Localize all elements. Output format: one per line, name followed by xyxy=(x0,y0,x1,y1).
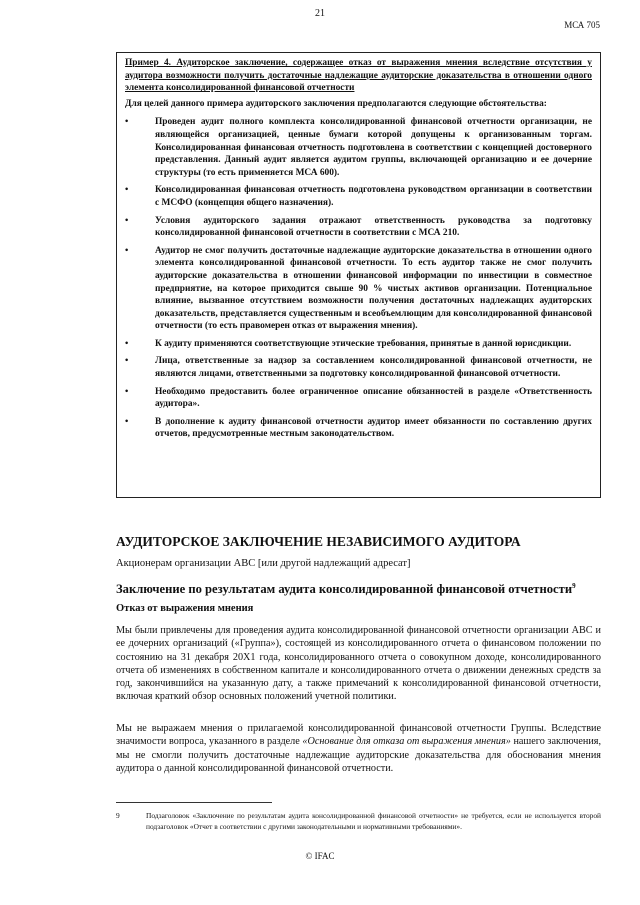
addressee: Акционерам организации АВС [или другой надлежащий адресат] xyxy=(116,558,411,569)
list-item xyxy=(125,184,592,209)
list-item-text: Консолидированная финансовая отчетность подготовлена руководством организации в соответствии с МСФО (концепция общего назначения). xyxy=(155,185,592,208)
list-item-text: Проведен аудит полного комплекта консолидированной финансовой отчетности организации, не являющейся организацией, ценные бумаги которой допущены к организованным торгам. Консолидированная финансовая отчетность подготовлена в соответствии с концепцией достоверного представления. Данный аудит является аудитом группы, включающей организацию и ее дочерние структуры (то есть применяется МСА 600). xyxy=(155,117,592,178)
page-number: 21 xyxy=(315,8,325,19)
paragraph-text: Мы не выражаем мнения о прилагаемой консолидированной финансовой отчетности Группы. Вследствие значимости вопроса, указанного в разделе xyxy=(116,723,601,748)
list-item-text: Необходимо предоставить более ограниченное описание обязанностей в разделе «Ответственность аудитора». xyxy=(155,386,592,410)
list-item-text: В дополнение к аудиту финансовой отчетности аудитор имеет обязанности по составлению других отчетов, предусмотренные местным законодательством. xyxy=(155,416,592,440)
list-item xyxy=(125,215,592,240)
bullet-icon: • xyxy=(125,338,129,349)
list-item-text: Лица, ответственные за надзор за составлением консолидированной финансовой отчетности, не являются лицами, ответственными за подготовку консолидированной финансовой отчетности. xyxy=(155,356,592,380)
footnote xyxy=(116,810,601,832)
circumstances-list xyxy=(125,116,592,441)
list-item-text: К аудиту применяются соответствующие этические требования, принятые в данной юрисдикции. xyxy=(155,338,572,349)
section-heading xyxy=(116,582,601,597)
list-item-text: Аудитор не смог получить достаточные надлежащие аудиторские доказательства в отношении одного элемента консолидированной финансовой отчетности. То есть аудитор также не смог получить аудиторские доказательства в отношении финансовой информации по инвестиции в совместное предприятие, на которое приходится свыше 90 % чистых активов организации. Потенциальное влияние, вызванное отсутствием возможности получения достаточных надлежащих аудиторских доказательств, представляется существенным и всеобъемлющим для консолидированной финансовой отчетности (то есть правомерен отказ от выражения мнения). xyxy=(155,245,592,332)
example-title: Пример 4. Аудиторское заключение, содержащее отказ от выражения мнения вследствие отсутствия у аудитора возможности получить достаточные надлежащие аудиторские доказательства в отношении одного элемента консолидированной финансовой отчетности xyxy=(125,58,592,94)
footnote-divider xyxy=(116,802,272,803)
list-item xyxy=(125,355,592,380)
example-intro: Для целей данного примера аудиторского заключения предполагаются следующие обстоятельства: xyxy=(125,98,547,109)
copyright: © IFAC xyxy=(305,851,335,861)
bullet-icon: • xyxy=(125,185,129,196)
bullet-icon: • xyxy=(125,245,129,256)
bullet-icon: • xyxy=(125,386,129,397)
report-paragraph-2 xyxy=(116,722,601,775)
report-paragraph-1: Мы были привлечены для проведения аудита консолидированной финансовой отчетности организации АВС и ее дочерних организаций («Группа»), состоящей из консолидированного отчета о финансовом положении по состоянию на 31 декабря 20Х1 года, консолидированного отчета о совокупном доходе, консолидированного отчета об изменениях в собственном капитале и консолидированного отчета о движении денежных средств за год, закончившийся на указанную дату, а также примечаний к консолидированной финансовой отчетности, включая краткий обзор основных положений учетной политики. xyxy=(116,625,601,703)
report-heading: АУДИТОРСКОЕ ЗАКЛЮЧЕНИЕ НЕЗАВИСИМОГО АУДИТОРА xyxy=(116,534,521,549)
bullet-icon: • xyxy=(125,215,129,226)
list-item-text: Условия аудиторского задания отражают ответственность руководства за подготовку консолидированной финансовой отчетности в соответствии с МСА 210. xyxy=(155,215,592,239)
document-code: МСА 705 xyxy=(564,20,600,30)
list-item xyxy=(125,386,592,411)
paragraph-italic-reference: «Основание для отказа от выражения мнения» xyxy=(302,736,511,748)
example-box xyxy=(116,52,601,498)
list-item xyxy=(125,116,592,179)
footnote-text: Подзаголовок «Заключение по результатам аудита консолидированной финансовой отчетности» не требуется, если не используется второй подзаголовок «Отчет в соответствии с другими законодательными и нормативными требованиями». xyxy=(146,811,601,831)
list-item xyxy=(125,416,592,441)
subsection-heading: Отказ от выражения мнения xyxy=(116,603,254,614)
footnote-reference: 9 xyxy=(572,582,576,590)
bullet-icon: • xyxy=(125,117,129,128)
paragraph-text: нашего заключения, мы не смогли получить достаточные надлежащие аудиторские доказательства для обоснования мнения аудитора о данной консолидированной финансовой отчетности. xyxy=(116,736,602,774)
bullet-icon: • xyxy=(125,356,129,367)
bullet-icon: • xyxy=(125,416,129,427)
list-item xyxy=(125,338,592,351)
section-heading-text: Заключение по результатам аудита консолидированной финансовой отчетности xyxy=(116,582,573,597)
list-item xyxy=(125,245,592,333)
footnote-number: 9 xyxy=(116,811,120,820)
